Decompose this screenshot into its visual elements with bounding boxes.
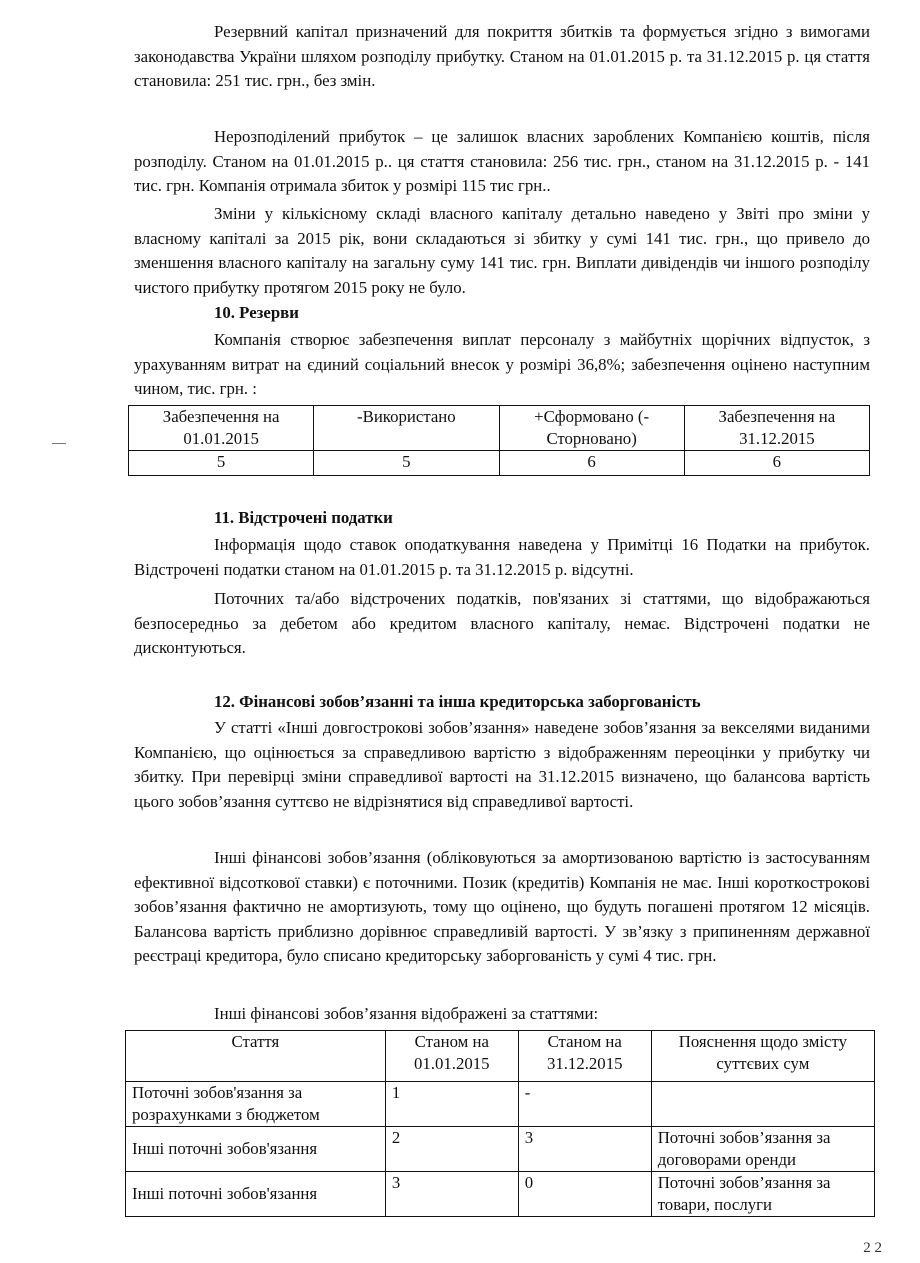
section-12-paragraph-1: У статті «Інші довгострокові зобов’язання» наведене зобов’язання за векселями виданими Компанією, що оцінюється за справедливою вартістю з відображенням переоцінки у прибутку чи збитку. При перевірці зміни справедливої вартості на 31.12.2015 визначено, що балансова вартість цього зобов’язання суттєво не відрізнятися від справедливої вартості.: [134, 718, 870, 811]
liabilities-header-cell: Станом на 01.01.2015: [385, 1031, 518, 1082]
liabilities-value-cell: 2: [385, 1127, 518, 1172]
paragraph-retained-earnings: Нерозподілений прибуток – це залишок власних зароблених Компанією коштів, після розподілу. Станом на 01.01.2015 р.. ця стаття становила: 256 тис. грн., станом на 31.12.2015 р. - 141 тис. грн. Компанія отримала збиток у розмірі 115 тис грн..: [134, 127, 870, 196]
table-row: [126, 1082, 875, 1127]
section-12-heading: 12. Фінансові зобов’язанні та інша кредиторська заборгованість: [214, 692, 701, 711]
section-12-paragraph-2: Інші фінансові зобов’язання (обліковуються за амортизованою вартістю із застосуванням ефективної відсоткової ставки) є поточними. Позик (кредитів) Компанія не має. Інші короткострокові зобов’язання фактично не амортизують, тому що оцінено, що будуть погашені протягом 12 місяців. Балансова вартість приблизно дорівнює справедливій вартості. У зв’язку з припиненням державної реєстраці кредитора, було списано кредиторську заборгованість у сумі 4 тис. грн.: [134, 848, 870, 966]
liabilities-explanation-cell: Поточні зобов’язання за товари, послуги: [651, 1172, 874, 1217]
section-11-paragraph-2: Поточних та/або відстрочених податків, пов'язаних зі статтями, що відображаються безпосередньо за дебетом або кредитом власного капіталу, немає. Відстрочені податки не дисконтуються.: [134, 589, 870, 658]
paragraph-equity-changes: Зміни у кількісному складі власного капіталу детально наведено у Звіті про зміни у власному капіталі за 2015 рік, вони складаються зі збитку у сумі 141 тис. грн., що привело до зменшення власного капіталу на загальну суму 141 тис. грн. Виплати дивідендів чи іншого розподілу чистого прибутку протягом 2015 року не було.: [134, 204, 870, 297]
provisions-value-cell: 5: [314, 451, 499, 476]
section-11-heading: 11. Відстрочені податки: [214, 508, 393, 527]
liabilities-table: [125, 1030, 875, 1217]
provisions-value-cell: 5: [129, 451, 314, 476]
liabilities-value-cell: 1: [385, 1082, 518, 1127]
liabilities-value-cell: 0: [518, 1172, 651, 1217]
liabilities-explanation-cell: [651, 1082, 874, 1127]
table-row: [126, 1127, 875, 1172]
liabilities-header-cell: Стаття: [126, 1031, 386, 1082]
liabilities-header-cell: Станом на 31.12.2015: [518, 1031, 651, 1082]
margin-mark: [52, 443, 66, 444]
section-10-heading: 10. Резерви: [214, 303, 299, 322]
liabilities-header-cell: Пояснення щодо змісту суттєвих сум: [651, 1031, 874, 1082]
provisions-header-cell: Забезпечення на 31.12.2015: [684, 406, 869, 451]
liabilities-article-cell: Інші поточні зобов'язання: [126, 1127, 386, 1172]
liabilities-value-cell: -: [518, 1082, 651, 1127]
liabilities-explanation-cell: Поточні зобов’язання за договорами оренди: [651, 1127, 874, 1172]
section-10-text: Компанія створює забезпечення виплат персоналу з майбутніх щорічних відпусток, з урахуванням витрат на єдиний соціальний внесок у розмірі 36,8%; забезпечення оцінено наступним чином, тис. грн. :: [134, 330, 870, 399]
provisions-table: [128, 405, 870, 476]
liabilities-article-cell: Поточні зобов'язання за розрахунками з бюджетом: [126, 1082, 386, 1127]
provisions-header-cell: -Використано: [314, 406, 499, 451]
provisions-table-header-row: [129, 406, 870, 451]
provisions-value-cell: 6: [499, 451, 684, 476]
paragraph-reserve-capital: Резервний капітал призначений для покриття збитків та формується згідно з вимогами законодавства України шляхом розподілу прибутку. Станом на 01.01.2015 р. та 31.12.2015 р. ця стаття становила: 251 тис. грн., без змін.: [134, 22, 870, 91]
provisions-header-cell: Забезпечення на 01.01.2015: [129, 406, 314, 451]
provisions-table-value-row: [129, 451, 870, 476]
liabilities-value-cell: 3: [518, 1127, 651, 1172]
section-11-paragraph-1: Інформація щодо ставок оподаткування наведена у Примітці 16 Податки на прибуток. Відстрочені податки станом на 01.01.2015 р. та 31.12.2015 р. відсутні.: [134, 535, 870, 579]
table-row: [126, 1172, 875, 1217]
liabilities-table-header-row: [126, 1031, 875, 1082]
provisions-header-cell: +Сформовано (-Сторновано): [499, 406, 684, 451]
page-number: 2 2: [863, 1240, 882, 1256]
liabilities-table-intro: Інші фінансові зобов’язання відображені за статтями:: [214, 1004, 599, 1023]
provisions-value-cell: 6: [684, 451, 869, 476]
liabilities-value-cell: 3: [385, 1172, 518, 1217]
liabilities-article-cell: Інші поточні зобов'язання: [126, 1172, 386, 1217]
